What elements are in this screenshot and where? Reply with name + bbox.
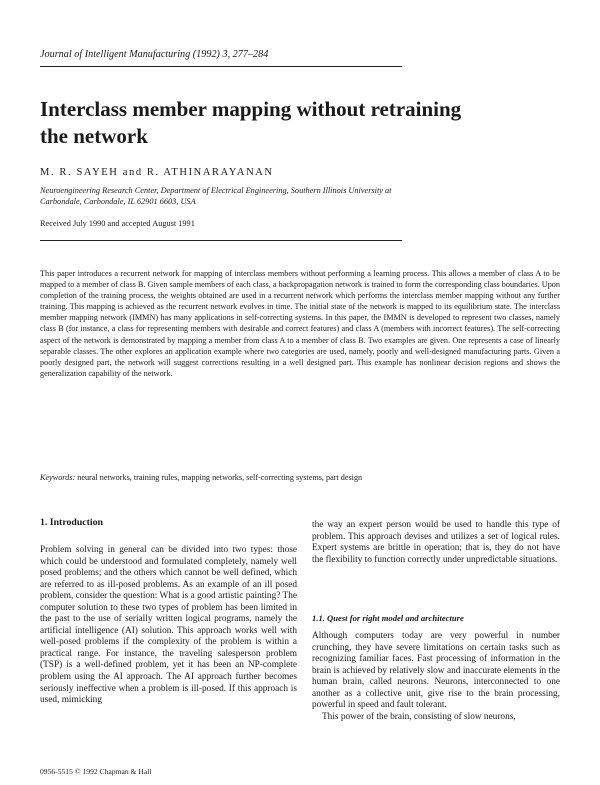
subsection-heading: 1.1. Quest for right model and architecture [312, 613, 464, 623]
header-rule [40, 66, 402, 67]
keywords [40, 472, 560, 483]
intro-paragraph-2: the way an expert person would be used to handle this type of problem. This approach devises and utilizes a set of logical rules. Expert systems are brittle in operation; that is, they do not have the flexibility to function correctly under unpredictable situations. [312, 520, 560, 565]
keywords-text: neural networks, training rules, mapping networks, self-correcting systems, part design [75, 473, 363, 482]
subsection-paragraph-2: This power of the brain, consisting of slow neurons, [322, 711, 516, 722]
left-column [40, 545, 297, 707]
intro-paragraph-1: Problem solving in general can be divided into two types: those which could be understood and formulated completely, namely well posed problems; and the others which cannot be well defined, which are referred to as ill-posed problems. As an example of an ill posed problem, consider the question: What is a good artistic painting? The computer solution to these two types of problem has been limited in the past to the use of serially written logical programs, namely the artificial intelligence (AI) solution. This approach works well with well-posed problems if the complexity of the problem is within a practical range. For instance, the traveling salesperson problem (TSP) is a well-defined problem, yet it has been an NP-complete problem using the AI approach. The AI approach further becomes seriously ineffective when a problem is ill-posed. If this approach is used, mimicking [40, 545, 297, 706]
paper-title: Interclass member mapping without retraining the network [40, 97, 462, 148]
journal-header: Journal of Intelligent Manufacturing (1992) 3, 277–284 [40, 49, 269, 60]
keywords-label: Keywords: [40, 473, 76, 482]
abstract: This paper introduces a recurrent network for mapping of interclass members without performing a learning process. This allows a member of class A to be mapped to a member of class B. Given sample members of each class, a backpropagation network is trained to form the corresponding class boundaries. Upon completion of the training process, the weights obtained are used in a recurrent network which performs the interclass member mapping without any further training. This mapping is achieved as the recurrent network evolves in time. The initial state of the network is mapped to its equilibrium state. The interclass member mapping network (IMMN) has many applications in self-correcting systems. In this paper, the IMMN is developed to represent two classes, namely class B (for instance, a class for representing members with desirable and correct features) and class A (members with incorrect features). The self-correcting aspect of the network is demonstrated by mapping a member from class A to a member of class B. Two examples are given. One represents a case of linearly separable classes. The other explores an application example where two categories are used, namely, poorly and well-designed manufacturing parts. Given a poorly designed part, the network will suggest corrections resulting in a well designed part. This example has nonlinear decision regions and shows the generalization capability of the network. [40, 269, 560, 378]
section-heading-introduction: 1. Introduction [40, 517, 103, 528]
right-column-top [312, 520, 560, 566]
subsection-paragraph-1: Although computers today are very powerful in number crunching, they have severe limitations on certain tasks such as recognizing familiar faces. Fast processing of information in the brain is achieved by relatively slow and inaccurate elements in the human brain, called neurons. Neurons, interconnected to one another as a collective unit, give rise to the brain processing, powerful in speed and fault tolerant. [312, 631, 560, 711]
affiliation: Neuroengineering Research Center, Department of Electrical Engineering, Southern Illinois University at Carbondale, Carbondale, IL 62901 6603, USA [40, 186, 392, 206]
right-column-bottom [312, 631, 560, 723]
authors: M. R. SAYEH and R. ATHINARAYANAN [40, 167, 274, 178]
title-block-rule [40, 240, 402, 241]
copyright-footer: 0956-5515 © 1992 Chapman & Hall [40, 767, 152, 776]
received-date: Received July 1990 and accepted August 1991 [40, 219, 195, 228]
